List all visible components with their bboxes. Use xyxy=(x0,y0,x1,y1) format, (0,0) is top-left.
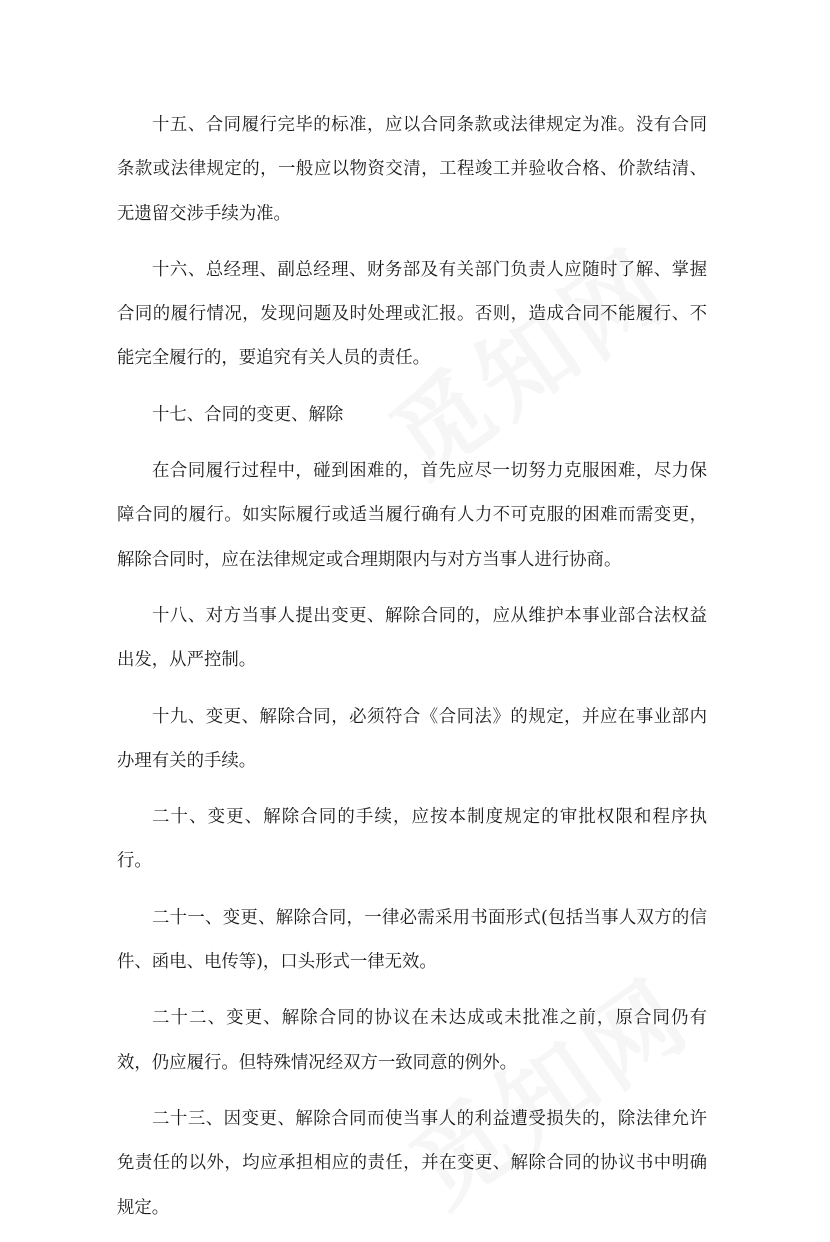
paragraph-23: 二十三、因变更、解除合同而使当事人的利益遭受损失的，除法律允许免责任的以外，均应承担相应的责任，并在变更、解除合同的协议书中明确规定。 xyxy=(117,1108,707,1218)
paragraph-19: 十九、变更、解除合同，必须符合《合同法》的规定，并应在事业部内办理有关的手续。 xyxy=(117,706,707,771)
paragraph-17-body: 在合同履行过程中，碰到困难的，首先应尽一切努力克服困难，尽力保障合同的履行。如实际履行或适当履行确有人力不可克服的困难而需变更，解除合同时，应在法律规定或合理期限内与对方当事人进行协商。 xyxy=(117,461,707,570)
paragraph-20: 二十、变更、解除合同的手续，应按本制度规定的审批权限和程序执行。 xyxy=(117,807,707,872)
paragraph-15: 十五、合同履行完毕的标准，应以合同条款或法律规定为准。没有合同条款或法律规定的，一般应以物资交清，工程竣工并验收合格、价款结清、无遗留交涉手续为准。 xyxy=(117,115,707,224)
paragraph-22: 二十二、变更、解除合同的协议在未达成或未批准之前，原合同仍有效，仍应履行。但特殊情况经双方一致同意的例外。 xyxy=(117,1008,707,1073)
document-body xyxy=(117,103,707,1242)
paragraph-17-heading: 十七、合同的变更、解除 xyxy=(152,404,344,425)
paragraph-16: 十六、总经理、副总经理、财务部及有关部门负责人应随时了解、掌握合同的履行情况，发现问题及时处理或汇报。否则，造成合同不能履行、不能完全履行的，要追究有关人员的责任。 xyxy=(117,259,707,369)
paragraph-21: 二十一、变更、解除合同，一律必需采用书面形式(包括当事人双方的信件、函电、电传等)，口头形式一律无效。 xyxy=(117,907,707,973)
paragraph-18: 十八、对方当事人提出变更、解除合同的，应从维护本事业部合法权益出发，从严控制。 xyxy=(117,605,707,671)
